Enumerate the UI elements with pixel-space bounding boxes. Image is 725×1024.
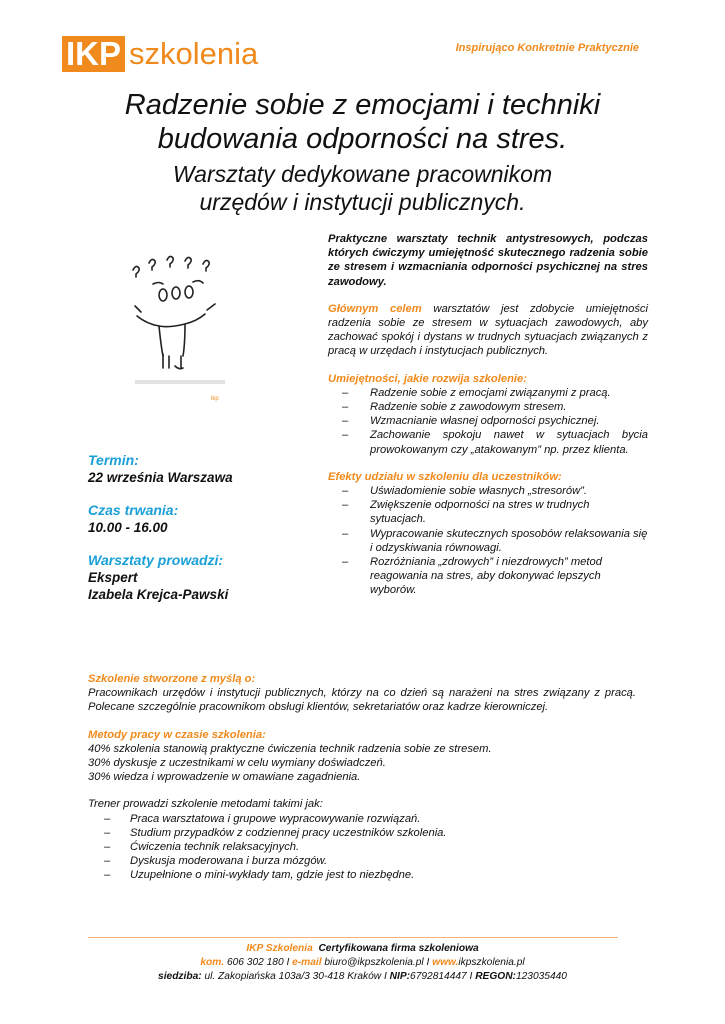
goal-text: warsztatów jest zdobycie umiejętności radzenia sobie ze stresem w sytuacjach zawodowych, aby zachować spokój i dystans w trudnych sytuacjach związanych z pracą w urzędach i instytucjach publicznych.: [328, 302, 648, 358]
list-item: – Uzupełnione o mini-wykłady tam, gdzie jest to niezbędne.: [104, 868, 636, 882]
regon-label: REGON:: [475, 971, 516, 982]
methods-block: [88, 728, 636, 785]
nip-value: 6792814447 I: [410, 971, 476, 982]
methods-line: 40% szkolenia stanowią praktyczne ćwiczenia technik radzenia sobie ze stresem.: [88, 742, 492, 755]
list-item: – Uświadomienie sobie własnych „stresorów”.: [342, 484, 648, 498]
list-item: – Dyskusja moderowana i burza mózgów.: [104, 854, 636, 868]
list-item: – Studium przypadków z codziennej pracy uczestników szkolenia.: [104, 826, 636, 840]
seat-label: siedziba:: [158, 971, 202, 982]
trainer-methods-intro: Trener prowadzi szkolenie metodami takimi jak:: [88, 798, 323, 811]
footer: [0, 942, 725, 984]
term-value: 22 września Warszawa: [88, 470, 233, 485]
www-link[interactable]: ikpszkolenia.pl: [458, 957, 525, 968]
email-link[interactable]: biuro@ikpszkolenia.pl I: [321, 957, 433, 968]
footer-brand: IKP Szkolenia: [246, 943, 313, 954]
footer-address-line: [0, 970, 725, 984]
footer-contact-line: [0, 956, 725, 970]
description-column: [328, 232, 648, 611]
phone-value: 606 302 180 I: [224, 957, 293, 968]
list-item: – Praca warsztatowa i grupowe wypracowywanie rozwiązań.: [104, 812, 636, 826]
subtitle-line-2: urzędów i instytucji publicznych.: [199, 189, 526, 215]
audience-text: Pracownikach urzędów i instytucji publicznych, którzy na co dzień są narażeni na stres związany z pracą. Polecane szczególnie pracownikom obsługi klientów, sekretariatów oraz kadrze kierowniczej.: [88, 687, 636, 714]
methods-line: 30% wiedza i wprowadzenie w omawiane zagadnienia.: [88, 771, 361, 784]
duration-label: Czas trwania:: [88, 502, 179, 518]
skills-heading: Umiejętności, jakie rozwija szkolenie:: [328, 372, 527, 385]
methods-line: 30% dyskusje z uczestnikami w celu wymiany doświadczeń.: [88, 757, 386, 770]
list-item: – Wypracowanie skutecznych sposobów relaksowania się i odzyskiwania równowagi.: [342, 527, 648, 555]
subtitle-line-1: Warsztaty dedykowane pracownikom: [172, 161, 553, 187]
trainer-name: Izabela Krejca-Pawski: [88, 587, 229, 602]
goal-paragraph: [328, 302, 648, 359]
trainer-methods-list: [88, 812, 636, 883]
list-item: – Zwiększenie odporności na stres w trudnych sytuacjach.: [342, 498, 648, 526]
logo-word: szkolenia: [129, 36, 259, 71]
methods-heading: Metody pracy w czasie szkolenia:: [88, 728, 266, 741]
list-item: – Radzenie sobie z emocjami związanymi z pracą.: [342, 386, 648, 400]
page-title: [0, 88, 725, 156]
email-label: e-mail: [292, 957, 322, 968]
goal-label: Głównym celem: [328, 302, 422, 315]
list-item: – Ćwiczenia technik relaksacyjnych.: [104, 840, 636, 854]
regon-value: 123035440: [515, 971, 567, 982]
footer-divider: [88, 937, 618, 938]
term-group: [88, 452, 308, 486]
svg-text:ikp: ikp: [211, 396, 219, 402]
training-details: [88, 452, 308, 619]
effects-heading: Efekty udziału w szkoleniu dla uczestników:: [328, 470, 562, 483]
list-item: – Rozróżniania „zdrowych” i niezdrowych” metod reagowania na stres, aby dokonywać lepszych wyborów.: [342, 555, 648, 598]
trainer-role: Ekspert: [88, 570, 138, 585]
seat-value: ul. Zakopiańska 103a/3 30-418 Kraków I: [201, 971, 390, 982]
nip-label: NIP:: [389, 971, 411, 982]
stressed-person-illustration: [115, 236, 240, 406]
phone-label: kom.: [200, 957, 225, 968]
audience-heading: Szkolenie stworzone z myślą o:: [88, 673, 256, 685]
page-subtitle: [0, 160, 725, 216]
bottom-section: [88, 672, 636, 883]
footer-brand-line: [0, 942, 725, 956]
effects-list: [328, 484, 648, 598]
term-label: Termin:: [88, 452, 139, 468]
trainer-label: Warsztaty prowadzi:: [88, 552, 224, 568]
list-item: – Wzmacnianie własnej odporności psychicznej.: [342, 414, 648, 428]
duration-value: 10.00 - 16.00: [88, 520, 168, 535]
company-logo: [62, 36, 258, 72]
skills-list: [328, 386, 648, 457]
audience-block: [88, 672, 636, 715]
intro-paragraph: Praktyczne warsztaty technik antystresowych, podczas których ćwiczymy umiejętność skutecznego radzenia sobie ze stresem i wzmacniania odporności psychicznej na stres zawodowy.: [328, 233, 648, 288]
logo-box: IKP: [62, 36, 125, 72]
list-item: – Radzenie sobie z zawodowym stresem.: [342, 400, 648, 414]
trainer-group: [88, 552, 308, 603]
www-label: www.: [432, 957, 459, 968]
footer-brand-desc: Certyfikowana firma szkoleniowa: [318, 943, 479, 954]
title-line-1: Radzenie sobie z emocjami i techniki: [124, 89, 601, 121]
tagline: Inspirująco Konkretnie Praktycznie: [455, 42, 639, 54]
list-item: – Zachowanie spokoju nawet w sytuacjach bycia prowokowanym czy „atakowanym” np. przez klienta.: [342, 428, 648, 456]
title-line-2: budowania odporności na stres.: [157, 123, 568, 155]
duration-group: [88, 502, 308, 536]
